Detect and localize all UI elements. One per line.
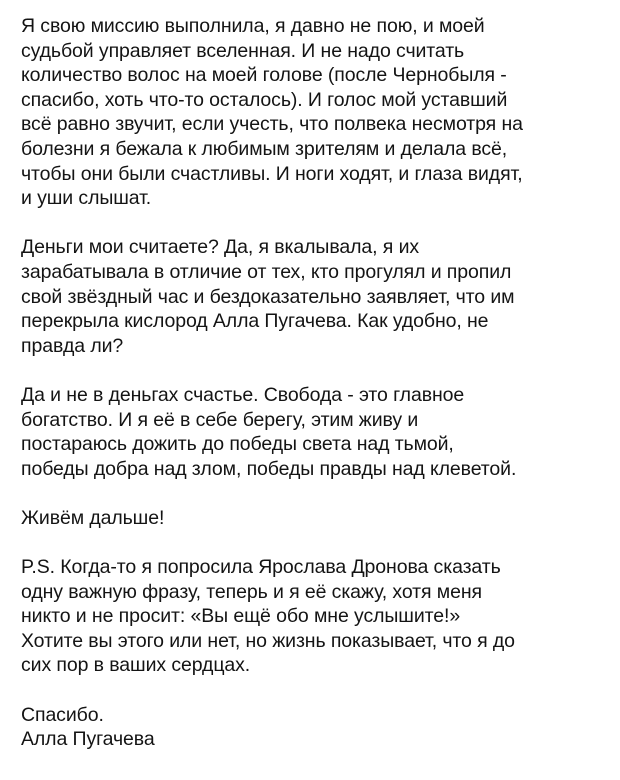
text-line: перекрыла кислород Алла Пугачева. Как удобно, не [21,310,489,333]
signature [21,703,613,752]
text-line: богатство. И я её в себе берегу, этим живу и [21,408,419,431]
text-line: никто и не просит: «Вы ещё обо мне услышите!» [21,605,461,628]
text-line: Деньги мои считаете? Да, я вкалывала, я их [21,236,420,259]
paragraph-3 [21,383,613,481]
text-line: Живём дальше! [21,506,165,529]
text-line: и уши слышат. [21,187,152,210]
text-line: судьбой управляет вселенная. И не надо считать [21,39,465,62]
author-name: Алла Пугачева [21,728,155,751]
paragraph-4 [21,506,613,531]
text-line: постараюсь дожить до победы света над тьмой, [21,433,454,456]
text-line: спасибо, хоть что-то осталось). И голос мой уставший [21,88,508,111]
text-line: Спасибо. [21,703,104,726]
paragraph-ps [21,555,613,678]
text-line: Я свою миссию выполнила, я давно не пою, и моей [21,15,485,37]
text-line: всё равно звучит, если учесть, что полвека несмотря на [21,113,523,136]
text-line: болезни я бежала к любимым зрителям и делала всё, [21,137,508,160]
text-line: чтобы они были счастливы. И ноги ходят, и глаза видят, [21,162,523,185]
text-line: победы добра над злом, победы правды над клеветой. [21,457,517,480]
text-line: Хотите вы этого или нет, но жизнь показывает, что я до [21,629,515,652]
text-line: одну важную фразу, теперь и я её скажу, хотя меня [21,580,482,603]
text-line: свой звёздный час и бездоказательно заявляет, что им [21,285,515,308]
post-text [21,14,613,752]
paragraph-2 [21,235,613,358]
text-line: сих пор в ваших сердцах. [21,654,251,677]
text-line: P.S. Когда-то я попросила Ярослава Дронова сказать [21,556,501,579]
text-line: количество волос на моей голове (после Чернобыля - [21,64,507,87]
paragraph-1 [21,14,613,211]
text-line: Да и не в деньгах счастье. Свобода - это главное [21,383,465,406]
text-line: зарабатывала в отличие от тех, кто прогулял и пропил [21,260,512,283]
text-line: правда ли? [21,334,124,357]
